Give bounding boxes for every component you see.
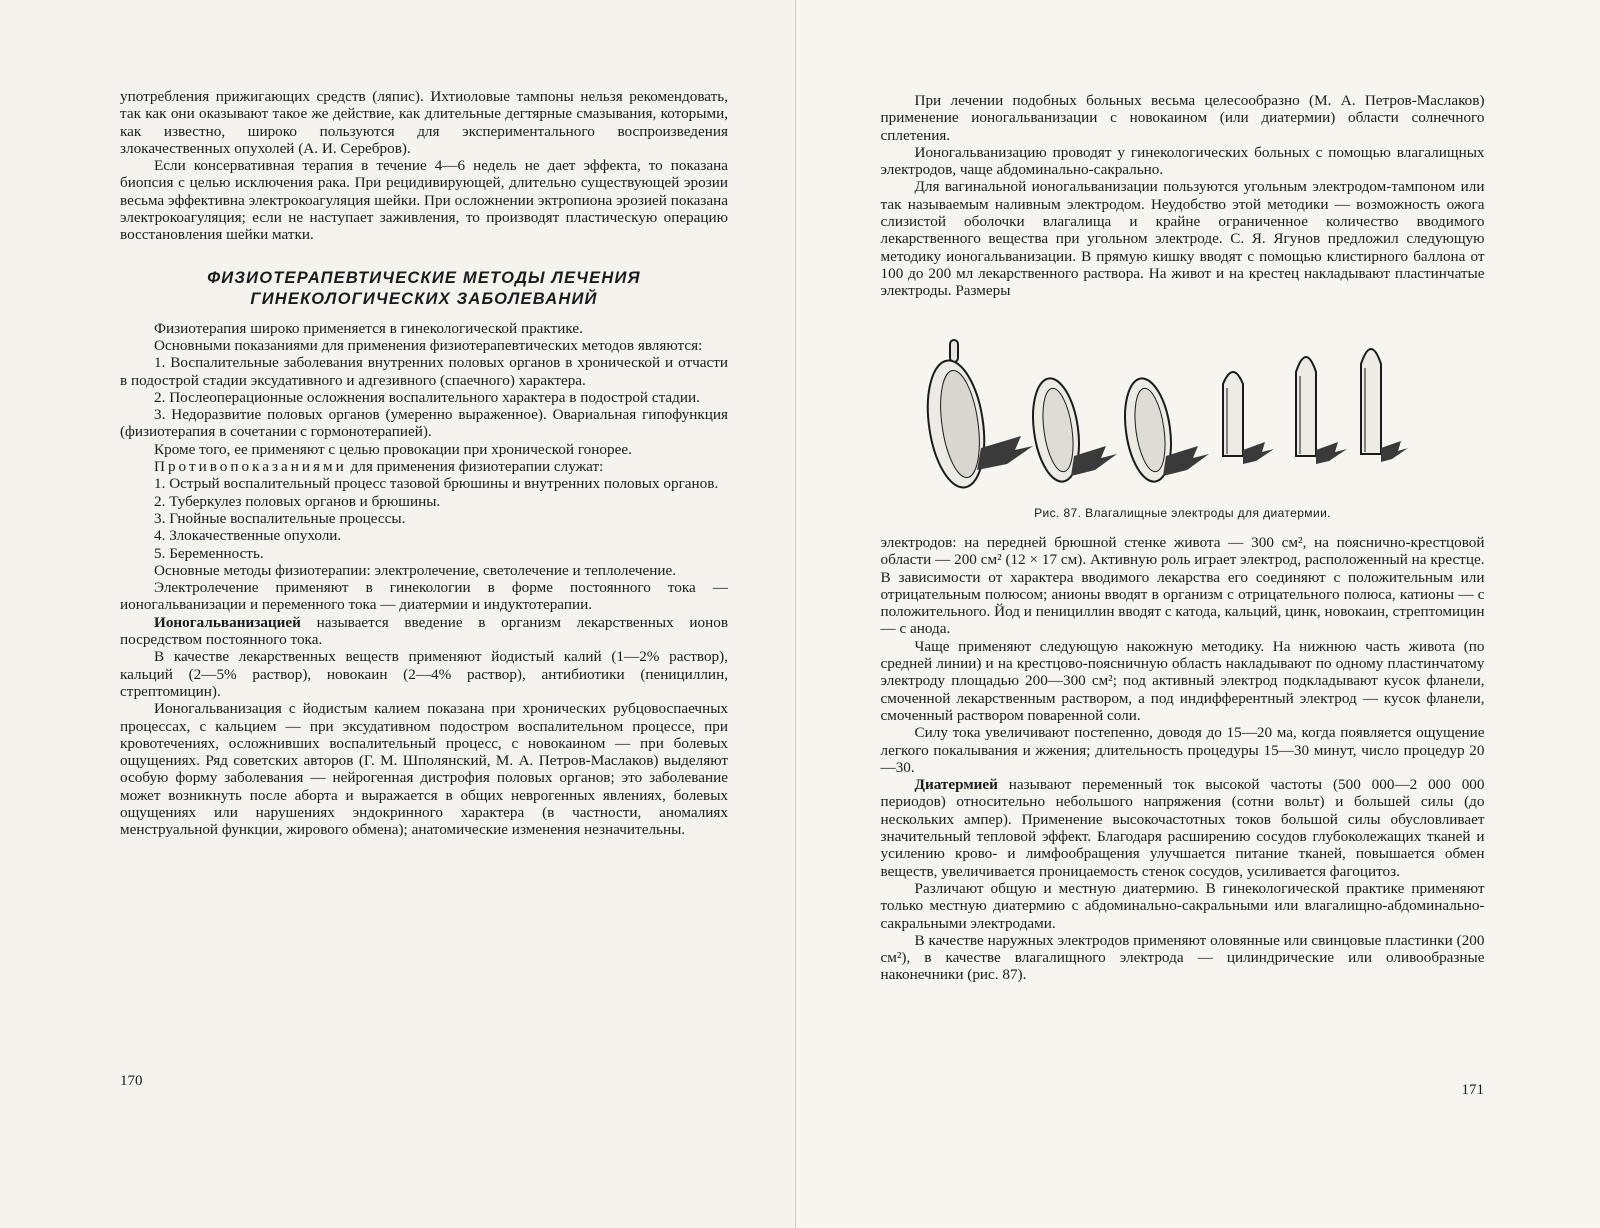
paragraph: Основные методы физиотерапии: электролечение, светолечение и теплолечение. xyxy=(154,561,677,579)
right-page-text-bottom xyxy=(881,534,1485,984)
page-number: 170 xyxy=(120,1073,143,1089)
figure-caption: Рис. 87. Влагалищные электроды для диатермии. xyxy=(1034,506,1331,520)
heading-line-2: ГИНЕКОЛОГИЧЕСКИХ ЗАБОЛЕВАНИЙ xyxy=(250,289,598,308)
paragraph: Чаще применяют следующую накожную методику. На нижнюю часть живота (по средней линии) и на крестцово-поясничную область накладывают по одному пластинчатому электроду площадью 200—300 см²; под активный электрод подкладывают кусок фланели, смоченной лекарственным раствором, а под индифферентный электрод — кусок фланели, смоченный раствором поваренной соли. xyxy=(880,637,1485,724)
electrode-5 xyxy=(1296,357,1347,464)
paragraph xyxy=(120,458,728,475)
paragraph: В качестве лекарственных веществ применяют йодистый калий (1—2% раствор), кальций (2—5% раствор), новокаин (2—4% раствор), антибиотики (пенициллин, стрептомицин). xyxy=(120,648,728,700)
heading-line-1: ФИЗИОТЕРАПЕВТИЧЕСКИЕ МЕТОДЫ ЛЕЧЕНИЯ xyxy=(207,268,641,287)
paragraph: Различают общую и местную диатермию. В гинекологической практике применяют только местную диатермию с абдоминально-сакральными или влагалищно-абдоминально-сакральными электродами. xyxy=(880,879,1485,932)
right-page xyxy=(796,0,1600,1228)
paragraph xyxy=(881,776,1485,880)
section-heading xyxy=(120,268,728,310)
list-item: 1. Воспалительные заболевания внутренних половых органов в хронической и отчасти в подострой стадии эксудативного и адгезивного (спаечного) характера. xyxy=(120,354,728,389)
paragraph-rest: называют переменный ток высокой частоты (500 000—2 000 000 периодов) относительно небольшого напряжения (сотни вольт) и большей силы (до нескольких ампер). Применение высокочастотных токов большой силы обусловливает значительный тепловой эффект. Благодаря расширению сосудов глубоколежащих тканей и усилению крово- и лимфообращения улучшается питание тканей, повышается обмен веществ, увеличивается проницаемость стенок сосудов, усиливается фагоцитоз. xyxy=(880,776,1485,880)
spaced-term: Противопоказаниями xyxy=(154,458,347,476)
right-page-text-top xyxy=(881,92,1485,300)
paragraph: Основными показаниями для применения физиотерапевтических методов являются: xyxy=(154,336,703,354)
vaginal-electrodes-illustration xyxy=(919,338,1439,508)
electrode-3 xyxy=(1118,375,1208,484)
paragraph: При лечении подобных больных весьма целесообразно (М. А. Петров-Маслаков) применение ионогальванизации с новокаином (или диатермии) области солнечного сплетения. xyxy=(880,92,1485,144)
paragraph: Для вагинальной ионогальванизации пользуются угольным электродом-тампоном или так называемым наливным электродом. Неудобство этой методики — возможность ожога слизистой оболочки влагалища и крайне ограниченное количество вводимого лекарственного вещества при угольном электроде. С. Я. Ягунов предложил следующую методику ионогальванизации. В прямую кишку вводят с помощью клистирного баллона от 100 до 200 мл лекарственного раствора. На живот и на крестец накладывают пластинчатые электроды. Размеры xyxy=(880,178,1485,300)
paragraph: употребления прижигающих средств (ляпис). Ихтиоловые тампоны нельзя рекомендовать, так как они оказывают такое же действие, как длительные дегтярные смазывания, которыми, как известно, широко пользуются для экспериментального воспроизведения злокачественных опухолей (А. И. Серебров). xyxy=(120,88,728,157)
paragraph-rest: для применения физиотерапии служат: xyxy=(346,458,604,476)
list-item: 5. Беременность. xyxy=(154,544,264,562)
list-item: 2. Туберкулез половых органов и брюшины. xyxy=(154,492,441,510)
left-page xyxy=(0,0,796,1228)
paragraph: В качестве наружных электродов применяют оловянные или свинцовые пластинки (200 см²), в качестве влагалищного электрода — цилиндрические или оливообразные наконечники (рис. 87). xyxy=(880,931,1485,984)
paragraph xyxy=(120,614,728,649)
paragraph: Электролечение применяют в гинекологии в форме постоянного тока — ионогальванизации и переменного тока — диатермии и индуктотерапии. xyxy=(120,579,728,614)
paragraph-rest: называется введение в организм лекарственных ионов посредством постоянного тока. xyxy=(120,613,728,649)
list-item: 3. Гнойные воспалительные процессы. xyxy=(154,509,406,527)
list-item: 4. Злокачественные опухоли. xyxy=(154,527,342,545)
paragraph: Ионогальванизация с йодистым калием показана при хронических рубцовоспаечных процессах, с кальцием — при эксудативном подостром воспалительном процессе, при кровотечениях, осложнивших воспалительный процесс, с новокаином — при болевых ощущениях. Ряд советских авторов (Г. М. Шполянский, М. А. Петров-Маслаков) выделяют особую форму заболевания — нейрогенная дистрофия половых органов; это заболевание может возникнуть после аборта и выражается в общих неврогенных явлениях, болевых ощущениях или нарушениях эндокринного характера (в частности, аномалиях менструальной функции, жирового обмена); анатомические изменения незначительны. xyxy=(120,700,728,839)
paragraph: электродов: на передней брюшной стенке живота — 300 см², на пояснично-крестцовой области — 200 см² (12 × 17 см). Активную роль играет электрод, расположенный на крестце. В зависимости от характера вводимого лекарства его соединяют с положительным или отрицательным полюсом; анионы вводят в организм с отрицательного полюса, катионы — с положительного. Йод и пенициллин вводят с катода, кальций, цинк, новокаин, стрептомицин — с анода. xyxy=(880,534,1485,638)
electrode-6 xyxy=(1361,349,1408,462)
electrode-1 xyxy=(920,340,1033,491)
electrode-2 xyxy=(1026,375,1116,484)
left-page-text xyxy=(120,88,728,839)
page-number: 171 xyxy=(1461,1082,1484,1098)
list-item: 3. Недоразвитие половых органов (умеренно выраженное). Овариальная гипофункция (физиотерапия в сочетании с гормонотерапией). xyxy=(120,406,728,441)
paragraph: Кроме того, ее применяют с целью провокации при хронической гонорее. xyxy=(154,440,632,458)
list-item: 1. Острый воспалительный процесс тазовой брюшины и внутренних половых органов. xyxy=(154,475,719,493)
paragraph: Физиотерапия широко применяется в гинекологической практике. xyxy=(154,319,583,337)
paragraph: Силу тока увеличивают постепенно, доводя до 15—20 ма, когда появляется ощущение легкого покалывания и жжения; длительность процедуры 15—30 минут, число процедур 20—30. xyxy=(880,724,1485,776)
list-item: 2. Послеоперационные осложнения воспалительного характера в подострой стадии. xyxy=(154,388,700,406)
paragraph: Ионогальванизацию проводят у гинекологических больных с помощью влагалищных электродов, чаще абдоминально-сакрально. xyxy=(880,143,1485,179)
electrode-4 xyxy=(1223,372,1274,464)
bold-term: Ионогальванизацией xyxy=(154,613,301,631)
bold-term: Диатермией xyxy=(914,776,998,794)
paragraph: Если консервативная терапия в течение 4—6 недель не дает эффекта, то показана биопсия с целью исключения рака. При рецидивирующей, длительно существующей эрозии весьма эффективна электрокоагуляция шейки. При осложнении эктропиона эрозией показана электрокоагуляция; если не наступает заживления, то производят пластическую операцию восстановления шейки матки. xyxy=(120,157,728,244)
